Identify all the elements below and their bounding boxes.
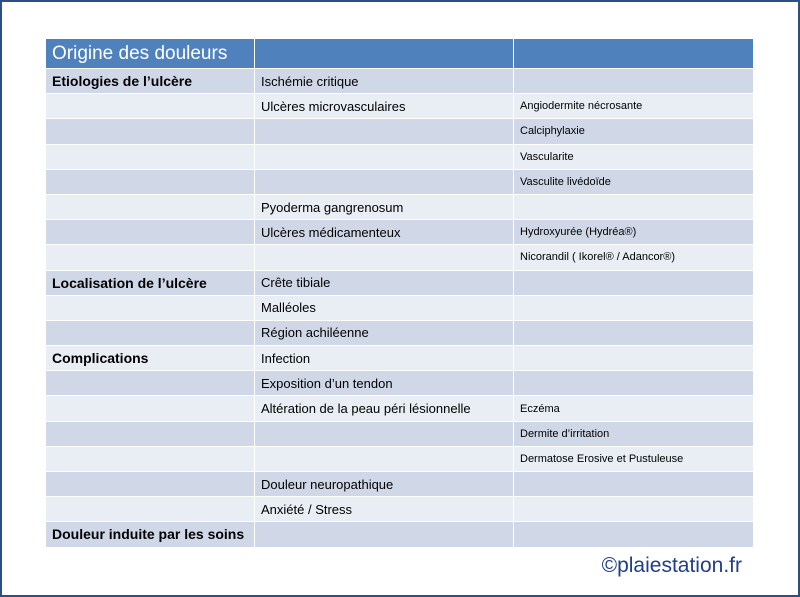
detail-cell: [514, 320, 754, 345]
detail-cell: Dermatose Erosive et Pustuleuse: [514, 446, 754, 471]
item-cell: [255, 169, 514, 194]
table-row: [46, 472, 754, 497]
table-row: [46, 144, 754, 169]
table-row: [46, 421, 754, 446]
pain-origins-table: [45, 38, 754, 548]
detail-cell: Angiodermite nécrosante: [514, 94, 754, 119]
table-row: [46, 522, 754, 547]
detail-cell: [514, 69, 754, 94]
item-cell: Altération de la peau péri lésionnelle: [255, 396, 514, 421]
table-row: [46, 94, 754, 119]
item-cell: Exposition d’un tendon: [255, 371, 514, 396]
category-cell: [46, 245, 255, 270]
item-cell: Région achiléenne: [255, 320, 514, 345]
detail-cell: Dermite d’irritation: [514, 421, 754, 446]
copyright-watermark: ©plaiestation.fr: [601, 554, 742, 577]
table-row: [46, 169, 754, 194]
item-cell: Douleur neuropathique: [255, 472, 514, 497]
table-row: [46, 497, 754, 522]
category-cell: Localisation de l’ulcère: [46, 270, 255, 295]
category-cell: [46, 94, 255, 119]
table-row: [46, 295, 754, 320]
category-cell: [46, 396, 255, 421]
table-row: [46, 320, 754, 345]
table-row: [46, 371, 754, 396]
table-row: [46, 245, 754, 270]
item-cell: Malléoles: [255, 295, 514, 320]
table-row: [46, 220, 754, 245]
detail-cell: Vasculite livédoïde: [514, 169, 754, 194]
table-header-row: [46, 39, 754, 69]
table-row: [46, 119, 754, 144]
detail-cell: [514, 194, 754, 219]
category-cell: Douleur induite par les soins: [46, 522, 255, 547]
item-cell: Ulcères médicamenteux: [255, 220, 514, 245]
detail-cell: [514, 346, 754, 371]
detail-cell: Nicorandil ( Ikorel® / Adancor®): [514, 245, 754, 270]
header-empty-cell: [514, 39, 754, 69]
category-cell: [46, 320, 255, 345]
item-cell: [255, 144, 514, 169]
detail-cell: Calciphylaxie: [514, 119, 754, 144]
category-cell: Etiologies de l’ulcère: [46, 69, 255, 94]
detail-cell: [514, 295, 754, 320]
header-empty-cell: [255, 39, 514, 69]
category-cell: [46, 220, 255, 245]
item-cell: Infection: [255, 346, 514, 371]
category-cell: [46, 295, 255, 320]
category-cell: [46, 446, 255, 471]
table-row: [46, 396, 754, 421]
item-cell: [255, 119, 514, 144]
detail-cell: [514, 497, 754, 522]
table-row: [46, 346, 754, 371]
category-cell: [46, 119, 255, 144]
category-cell: [46, 144, 255, 169]
category-cell: [46, 371, 255, 396]
category-cell: [46, 472, 255, 497]
item-cell: [255, 245, 514, 270]
item-cell: Anxiété / Stress: [255, 497, 514, 522]
detail-cell: [514, 270, 754, 295]
item-cell: [255, 421, 514, 446]
table-title: Origine des douleurs: [46, 39, 255, 69]
category-cell: [46, 169, 255, 194]
item-cell: Ulcères microvasculaires: [255, 94, 514, 119]
item-cell: Crête tibiale: [255, 270, 514, 295]
category-cell: [46, 421, 255, 446]
table-row: [46, 69, 754, 94]
detail-cell: Vascularite: [514, 144, 754, 169]
category-cell: Complications: [46, 346, 255, 371]
table-row: [46, 194, 754, 219]
detail-cell: [514, 371, 754, 396]
detail-cell: [514, 522, 754, 547]
category-cell: [46, 497, 255, 522]
item-cell: [255, 446, 514, 471]
item-cell: [255, 522, 514, 547]
detail-cell: Hydroxyurée (Hydréa®): [514, 220, 754, 245]
category-cell: [46, 194, 255, 219]
item-cell: Ischémie critique: [255, 69, 514, 94]
detail-cell: [514, 472, 754, 497]
table-row: [46, 446, 754, 471]
detail-cell: Eczéma: [514, 396, 754, 421]
item-cell: Pyoderma gangrenosum: [255, 194, 514, 219]
table-row: [46, 270, 754, 295]
